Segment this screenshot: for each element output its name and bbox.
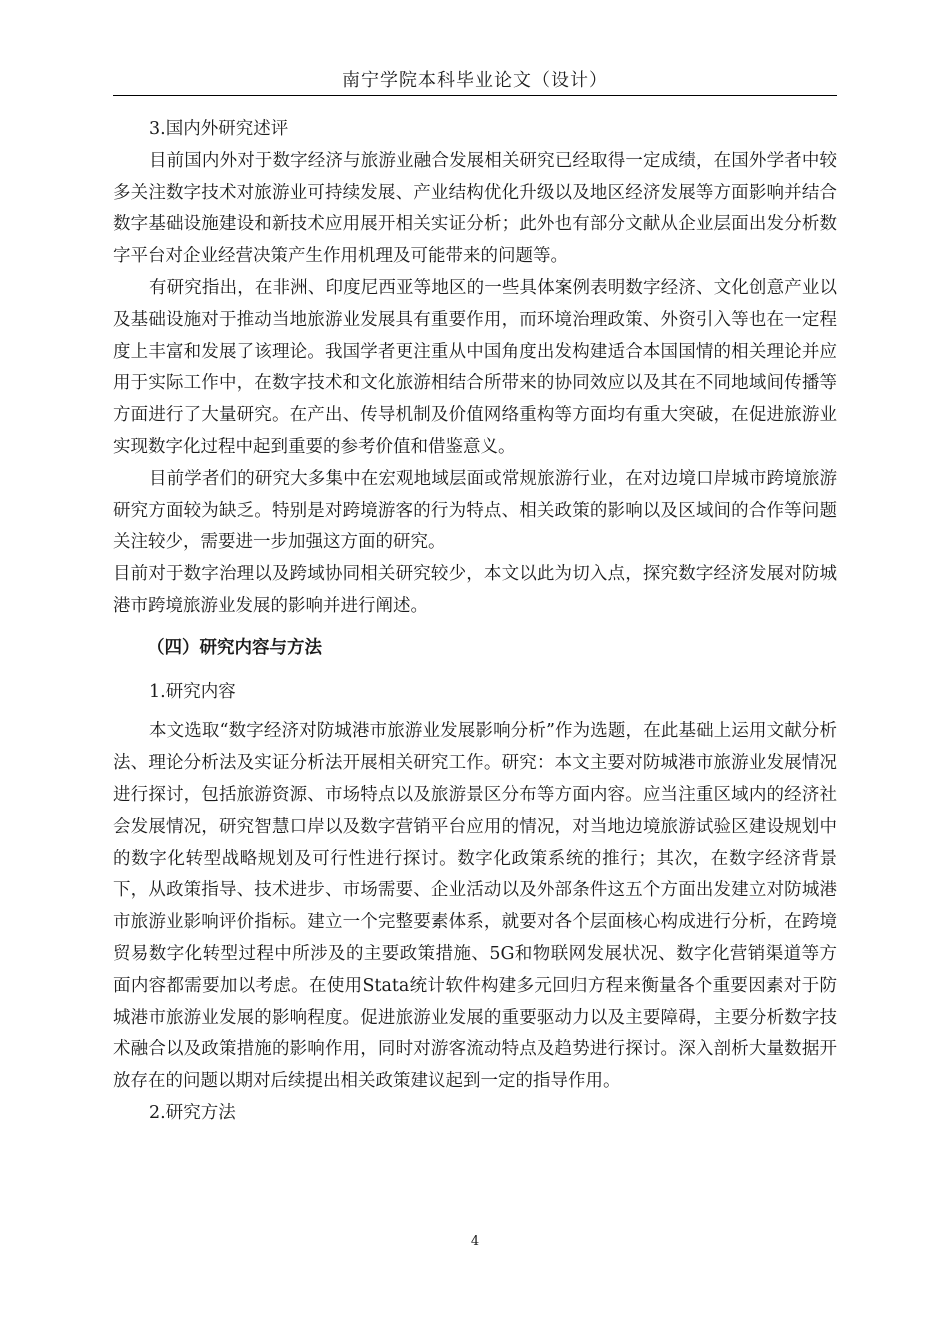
subsection-heading-2: 2.研究方法 xyxy=(149,1102,236,1123)
paragraph-4: 目前对于数字治理以及跨域协同相关研究较少，本文以此为切入点，探究数字经济发展对防城港市跨境旅游业发展的影响并进行阐述。 xyxy=(113,564,837,616)
header-divider xyxy=(113,95,837,96)
paragraph-1: 目前国内外对于数字经济与旅游业融合发展相关研究已经取得一定成绩，在国外学者中较多关注数字技术对旅游业可持续发展、产业结构优化升级以及地区经济发展等方面影响并结合数字基础设施建设和新技术应用展开相关实证分析；此外也有部分文献从企业层面出发分析数字平台对企业经营决策产生作用机理及可能带来的问题等。 xyxy=(113,150,837,267)
paragraph-3: 目前学者们的研究大多集中在宏观地域层面或常规旅游行业，在对边境口岸城市跨境旅游研究方面较为缺乏。特别是对跨境游客的行为特点、相关政策的影响以及区域间的合作等问题关注较少，需要进一步加强这方面的研究。 xyxy=(113,468,837,553)
page-number: 4 xyxy=(470,1234,480,1249)
section-heading-4: （四）研究内容与方法 xyxy=(147,637,322,658)
document-body xyxy=(113,114,837,1130)
paragraph-5: 本文选取“数字经济对防城港市旅游业发展影响分析”作为选题，在此基础上运用文献分析法、理论分析法及实证分析法开展相关研究工作。研究：本文主要对防城港市旅游业发展情况进行探讨，包括旅游资源、市场特点以及旅游景区分布等方面内容。应当注重区域内的经济社会发展情况，研究智慧口岸以及数字营销平台应用的情况，对当地边境旅游试验区建设规划中的数字化转型战略规划及可行性进行探讨。数字化政策系统的推行；其次，在数字经济背景下，从政策指导、技术进步、市场需要、企业活动以及外部条件这五个方面出发建立对防城港市旅游业影响评价指标。建立一个完整要素体系，就要对各个层面核心构成进行分析，在跨境贸易数字化转型过程中所涉及的主要政策措施、5G和物联网发展状况、数字化营销渠道等方面内容都需要加以考虑。在使用Stata统计软件构建多元回归方程来衡量各个重要因素对于防城港市旅游业发展的影响程度。促进旅游业发展的重要驱动力以及主要障碍，主要分析数字技术融合以及政策措施的影响作用，同时对游客流动特点及趋势进行探讨。深入剖析大量数据开放存在的问题以期对后续提出相关政策建议起到一定的指导作用。 xyxy=(113,721,837,1092)
paragraph-2: 有研究指出，在非洲、印度尼西亚等地区的一些具体案例表明数字经济、文化创意产业以及基础设施对于推动当地旅游业发展具有重要作用，而环境治理政策、外资引入等也在一定程度上丰富和发展了该理论。我国学者更注重从中国角度出发构建适合本国国情的相关理论并应用于实际工作中，在数字技术和文化旅游相结合所带来的协同效应以及其在不同地域间传播等方面进行了大量研究。在产出、传导机制及价值网络重构等方面均有重大突破，在促进旅游业实现数字化过程中起到重要的参考价值和借鉴意义。 xyxy=(113,277,837,457)
subsection-heading-1: 1.研究内容 xyxy=(149,681,236,702)
page-header-title: 南宁学院本科毕业论文（设计） xyxy=(342,70,608,91)
subsection-heading-3: 3.国内外研究述评 xyxy=(149,119,289,139)
